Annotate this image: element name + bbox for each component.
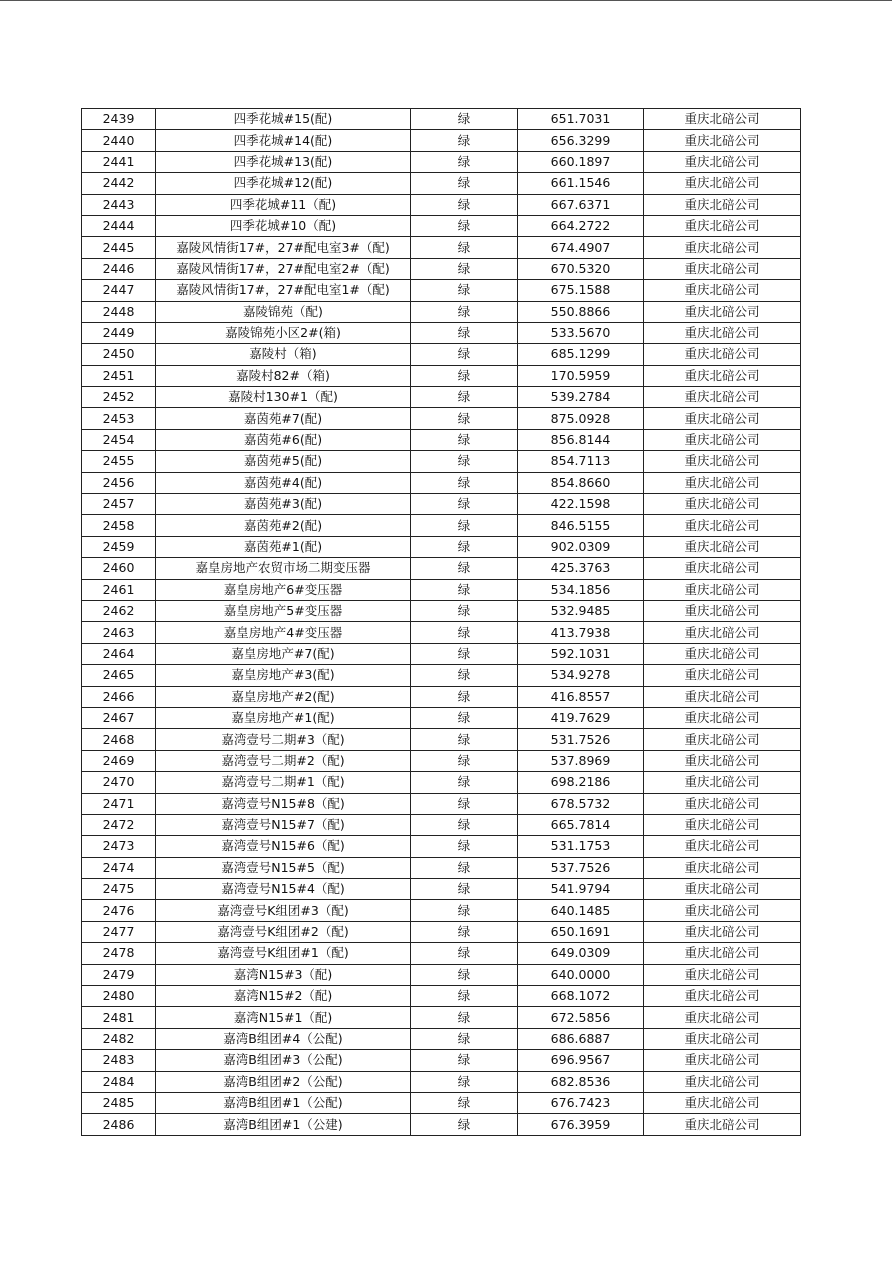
table-row (82, 836, 801, 857)
value-cell: 661.1546 (518, 173, 644, 194)
value-cell: 537.8969 (518, 750, 644, 771)
value-cell: 416.8557 (518, 686, 644, 707)
name-cell: 四季花城#15(配) (156, 109, 411, 130)
company-cell: 重庆北碚公司 (644, 109, 801, 130)
name-cell: 嘉湾N15#2（配) (156, 986, 411, 1007)
status-cell: 绿 (411, 814, 518, 835)
table-row (82, 686, 801, 707)
value-cell: 698.2186 (518, 772, 644, 793)
row-id-cell: 2474 (82, 857, 156, 878)
status-cell: 绿 (411, 986, 518, 1007)
value-cell: 665.7814 (518, 814, 644, 835)
name-cell: 嘉陵村130#1（配) (156, 387, 411, 408)
company-cell: 重庆北碚公司 (644, 451, 801, 472)
name-cell: 嘉湾壹号K组团#2（配) (156, 921, 411, 942)
value-cell: 541.9794 (518, 879, 644, 900)
table-row (82, 943, 801, 964)
company-cell: 重庆北碚公司 (644, 986, 801, 1007)
status-cell: 绿 (411, 215, 518, 236)
table-row (82, 215, 801, 236)
table-row (82, 772, 801, 793)
value-cell: 686.6887 (518, 1028, 644, 1049)
name-cell: 四季花城#10（配) (156, 215, 411, 236)
row-id-cell: 2451 (82, 365, 156, 386)
status-cell: 绿 (411, 173, 518, 194)
row-id-cell: 2459 (82, 536, 156, 557)
table-row (82, 408, 801, 429)
table-row (82, 793, 801, 814)
name-cell: 嘉湾B组团#1（公建) (156, 1114, 411, 1135)
name-cell: 嘉茵苑#7(配) (156, 408, 411, 429)
value-cell: 678.5732 (518, 793, 644, 814)
name-cell: 嘉湾壹号N15#5（配) (156, 857, 411, 878)
value-cell: 537.7526 (518, 857, 644, 878)
company-cell: 重庆北碚公司 (644, 964, 801, 985)
value-cell: 676.3959 (518, 1114, 644, 1135)
status-cell: 绿 (411, 536, 518, 557)
company-cell: 重庆北碚公司 (644, 772, 801, 793)
name-cell: 嘉皇房地产6#变压器 (156, 579, 411, 600)
row-id-cell: 2444 (82, 215, 156, 236)
row-id-cell: 2478 (82, 943, 156, 964)
table-row (82, 921, 801, 942)
row-id-cell: 2460 (82, 558, 156, 579)
name-cell: 四季花城#14(配) (156, 130, 411, 151)
table-row (82, 1114, 801, 1135)
status-cell: 绿 (411, 943, 518, 964)
table-row (82, 665, 801, 686)
page-top-border (0, 0, 892, 1)
status-cell: 绿 (411, 1007, 518, 1028)
status-cell: 绿 (411, 579, 518, 600)
company-cell: 重庆北碚公司 (644, 814, 801, 835)
value-cell: 533.5670 (518, 322, 644, 343)
table-body (82, 109, 801, 1136)
value-cell: 664.2722 (518, 215, 644, 236)
status-cell: 绿 (411, 964, 518, 985)
value-cell: 846.5155 (518, 515, 644, 536)
company-cell: 重庆北碚公司 (644, 536, 801, 557)
row-id-cell: 2464 (82, 643, 156, 664)
table-row (82, 387, 801, 408)
name-cell: 嘉皇房地产5#变压器 (156, 600, 411, 621)
value-cell: 532.9485 (518, 600, 644, 621)
table-row (82, 258, 801, 279)
table-row (82, 1007, 801, 1028)
name-cell: 嘉湾壹号K组团#3（配) (156, 900, 411, 921)
status-cell: 绿 (411, 622, 518, 643)
status-cell: 绿 (411, 836, 518, 857)
company-cell: 重庆北碚公司 (644, 729, 801, 750)
row-id-cell: 2470 (82, 772, 156, 793)
company-cell: 重庆北碚公司 (644, 215, 801, 236)
name-cell: 嘉皇房地产#1(配) (156, 707, 411, 728)
company-cell: 重庆北碚公司 (644, 1028, 801, 1049)
status-cell: 绿 (411, 665, 518, 686)
name-cell: 嘉皇房地产#2(配) (156, 686, 411, 707)
company-cell: 重庆北碚公司 (644, 900, 801, 921)
value-cell: 539.2784 (518, 387, 644, 408)
name-cell: 嘉湾壹号N15#6（配) (156, 836, 411, 857)
table-row (82, 1028, 801, 1049)
row-id-cell: 2486 (82, 1114, 156, 1135)
row-id-cell: 2469 (82, 750, 156, 771)
status-cell: 绿 (411, 750, 518, 771)
value-cell: 696.9567 (518, 1050, 644, 1071)
table-row (82, 879, 801, 900)
value-cell: 650.1691 (518, 921, 644, 942)
value-cell: 651.7031 (518, 109, 644, 130)
company-cell: 重庆北碚公司 (644, 1092, 801, 1113)
company-cell: 重庆北碚公司 (644, 836, 801, 857)
company-cell: 重庆北碚公司 (644, 130, 801, 151)
value-cell: 640.1485 (518, 900, 644, 921)
row-id-cell: 2452 (82, 387, 156, 408)
table-row (82, 536, 801, 557)
table-row (82, 707, 801, 728)
status-cell: 绿 (411, 772, 518, 793)
value-cell: 425.3763 (518, 558, 644, 579)
company-cell: 重庆北碚公司 (644, 344, 801, 365)
status-cell: 绿 (411, 686, 518, 707)
name-cell: 嘉皇房地产4#变压器 (156, 622, 411, 643)
status-cell: 绿 (411, 237, 518, 258)
row-id-cell: 2454 (82, 429, 156, 450)
status-cell: 绿 (411, 1050, 518, 1071)
row-id-cell: 2456 (82, 472, 156, 493)
row-id-cell: 2481 (82, 1007, 156, 1028)
value-cell: 170.5959 (518, 365, 644, 386)
row-id-cell: 2483 (82, 1050, 156, 1071)
value-cell: 640.0000 (518, 964, 644, 985)
value-cell: 668.1072 (518, 986, 644, 1007)
value-cell: 419.7629 (518, 707, 644, 728)
value-cell: 685.1299 (518, 344, 644, 365)
value-cell: 656.3299 (518, 130, 644, 151)
company-cell: 重庆北碚公司 (644, 879, 801, 900)
row-id-cell: 2440 (82, 130, 156, 151)
table-row (82, 429, 801, 450)
value-cell: 675.1588 (518, 280, 644, 301)
company-cell: 重庆北碚公司 (644, 1114, 801, 1135)
row-id-cell: 2453 (82, 408, 156, 429)
value-cell: 534.1856 (518, 579, 644, 600)
row-id-cell: 2443 (82, 194, 156, 215)
company-cell: 重庆北碚公司 (644, 665, 801, 686)
company-cell: 重庆北碚公司 (644, 1007, 801, 1028)
table-row (82, 451, 801, 472)
status-cell: 绿 (411, 408, 518, 429)
table-row (82, 900, 801, 921)
row-id-cell: 2472 (82, 814, 156, 835)
status-cell: 绿 (411, 558, 518, 579)
row-id-cell: 2442 (82, 173, 156, 194)
company-cell: 重庆北碚公司 (644, 429, 801, 450)
name-cell: 嘉湾B组团#3（公配) (156, 1050, 411, 1071)
name-cell: 嘉陵风情街17#，27#配电室3#（配) (156, 237, 411, 258)
value-cell: 660.1897 (518, 151, 644, 172)
status-cell: 绿 (411, 451, 518, 472)
name-cell: 嘉茵苑#2(配) (156, 515, 411, 536)
name-cell: 嘉湾N15#3（配) (156, 964, 411, 985)
name-cell: 嘉陵村（箱) (156, 344, 411, 365)
status-cell: 绿 (411, 365, 518, 386)
status-cell: 绿 (411, 344, 518, 365)
value-cell: 674.4907 (518, 237, 644, 258)
status-cell: 绿 (411, 429, 518, 450)
name-cell: 嘉湾壹号N15#7（配) (156, 814, 411, 835)
company-cell: 重庆北碚公司 (644, 237, 801, 258)
status-cell: 绿 (411, 1071, 518, 1092)
table-row (82, 1092, 801, 1113)
value-cell: 550.8866 (518, 301, 644, 322)
company-cell: 重庆北碚公司 (644, 280, 801, 301)
name-cell: 嘉湾B组团#4（公配) (156, 1028, 411, 1049)
table-row (82, 494, 801, 515)
name-cell: 嘉茵苑#3(配) (156, 494, 411, 515)
value-cell: 422.1598 (518, 494, 644, 515)
name-cell: 嘉陵风情街17#，27#配电室2#（配) (156, 258, 411, 279)
name-cell: 嘉陵锦苑小区2#(箱) (156, 322, 411, 343)
status-cell: 绿 (411, 258, 518, 279)
table-row (82, 109, 801, 130)
row-id-cell: 2466 (82, 686, 156, 707)
table-row (82, 280, 801, 301)
value-cell: 531.1753 (518, 836, 644, 857)
table-row (82, 986, 801, 1007)
row-id-cell: 2445 (82, 237, 156, 258)
name-cell: 嘉陵锦苑（配) (156, 301, 411, 322)
status-cell: 绿 (411, 301, 518, 322)
name-cell: 四季花城#12(配) (156, 173, 411, 194)
table-row (82, 964, 801, 985)
table-row (82, 173, 801, 194)
company-cell: 重庆北碚公司 (644, 600, 801, 621)
name-cell: 嘉湾壹号N15#8（配) (156, 793, 411, 814)
name-cell: 嘉茵苑#5(配) (156, 451, 411, 472)
name-cell: 嘉湾N15#1（配) (156, 1007, 411, 1028)
value-cell: 531.7526 (518, 729, 644, 750)
row-id-cell: 2476 (82, 900, 156, 921)
table-row (82, 750, 801, 771)
status-cell: 绿 (411, 879, 518, 900)
row-id-cell: 2468 (82, 729, 156, 750)
company-cell: 重庆北碚公司 (644, 921, 801, 942)
row-id-cell: 2449 (82, 322, 156, 343)
table-row (82, 130, 801, 151)
row-id-cell: 2455 (82, 451, 156, 472)
table-row (82, 1050, 801, 1071)
row-id-cell: 2462 (82, 600, 156, 621)
status-cell: 绿 (411, 151, 518, 172)
table-row (82, 151, 801, 172)
name-cell: 四季花城#13(配) (156, 151, 411, 172)
table-row (82, 729, 801, 750)
row-id-cell: 2480 (82, 986, 156, 1007)
company-cell: 重庆北碚公司 (644, 1050, 801, 1071)
company-cell: 重庆北碚公司 (644, 151, 801, 172)
status-cell: 绿 (411, 900, 518, 921)
company-cell: 重庆北碚公司 (644, 643, 801, 664)
company-cell: 重庆北碚公司 (644, 943, 801, 964)
status-cell: 绿 (411, 515, 518, 536)
row-id-cell: 2439 (82, 109, 156, 130)
name-cell: 嘉皇房地产#7(配) (156, 643, 411, 664)
company-cell: 重庆北碚公司 (644, 365, 801, 386)
status-cell: 绿 (411, 387, 518, 408)
name-cell: 嘉茵苑#6(配) (156, 429, 411, 450)
company-cell: 重庆北碚公司 (644, 857, 801, 878)
status-cell: 绿 (411, 322, 518, 343)
table-row (82, 643, 801, 664)
name-cell: 嘉湾B组团#2（公配) (156, 1071, 411, 1092)
name-cell: 嘉湾壹号二期#1（配) (156, 772, 411, 793)
company-cell: 重庆北碚公司 (644, 194, 801, 215)
company-cell: 重庆北碚公司 (644, 622, 801, 643)
row-id-cell: 2482 (82, 1028, 156, 1049)
company-cell: 重庆北碚公司 (644, 793, 801, 814)
company-cell: 重庆北碚公司 (644, 686, 801, 707)
row-id-cell: 2479 (82, 964, 156, 985)
row-id-cell: 2465 (82, 665, 156, 686)
value-cell: 534.9278 (518, 665, 644, 686)
value-cell: 854.7113 (518, 451, 644, 472)
value-cell: 672.5856 (518, 1007, 644, 1028)
name-cell: 嘉皇房地产#3(配) (156, 665, 411, 686)
table-row (82, 237, 801, 258)
table-row (82, 515, 801, 536)
company-cell: 重庆北碚公司 (644, 472, 801, 493)
status-cell: 绿 (411, 280, 518, 301)
row-id-cell: 2458 (82, 515, 156, 536)
company-cell: 重庆北碚公司 (644, 387, 801, 408)
status-cell: 绿 (411, 729, 518, 750)
value-cell: 667.6371 (518, 194, 644, 215)
status-cell: 绿 (411, 130, 518, 151)
value-cell: 854.8660 (518, 472, 644, 493)
name-cell: 嘉湾壹号二期#3（配) (156, 729, 411, 750)
table-row (82, 344, 801, 365)
company-cell: 重庆北碚公司 (644, 322, 801, 343)
row-id-cell: 2473 (82, 836, 156, 857)
value-cell: 682.8536 (518, 1071, 644, 1092)
table-row (82, 322, 801, 343)
table-row (82, 558, 801, 579)
name-cell: 嘉湾壹号K组团#1（配) (156, 943, 411, 964)
status-cell: 绿 (411, 643, 518, 664)
status-cell: 绿 (411, 109, 518, 130)
table-row (82, 365, 801, 386)
name-cell: 嘉湾壹号N15#4（配) (156, 879, 411, 900)
table-row (82, 857, 801, 878)
value-cell: 676.7423 (518, 1092, 644, 1113)
name-cell: 嘉湾B组团#1（公配) (156, 1092, 411, 1113)
status-cell: 绿 (411, 793, 518, 814)
value-cell: 649.0309 (518, 943, 644, 964)
name-cell: 嘉陵风情街17#，27#配电室1#（配) (156, 280, 411, 301)
row-id-cell: 2484 (82, 1071, 156, 1092)
table-row (82, 600, 801, 621)
name-cell: 嘉湾壹号二期#2（配) (156, 750, 411, 771)
company-cell: 重庆北碚公司 (644, 408, 801, 429)
status-cell: 绿 (411, 1092, 518, 1113)
row-id-cell: 2448 (82, 301, 156, 322)
company-cell: 重庆北碚公司 (644, 258, 801, 279)
status-cell: 绿 (411, 1114, 518, 1135)
table-row (82, 472, 801, 493)
status-cell: 绿 (411, 857, 518, 878)
table-row (82, 194, 801, 215)
value-cell: 413.7938 (518, 622, 644, 643)
row-id-cell: 2471 (82, 793, 156, 814)
value-cell: 902.0309 (518, 536, 644, 557)
status-cell: 绿 (411, 472, 518, 493)
name-cell: 嘉茵苑#1(配) (156, 536, 411, 557)
data-table (81, 108, 801, 1136)
name-cell: 嘉陵村82#（箱) (156, 365, 411, 386)
status-cell: 绿 (411, 1028, 518, 1049)
value-cell: 592.1031 (518, 643, 644, 664)
table-row (82, 301, 801, 322)
name-cell: 嘉茵苑#4(配) (156, 472, 411, 493)
status-cell: 绿 (411, 707, 518, 728)
row-id-cell: 2463 (82, 622, 156, 643)
row-id-cell: 2485 (82, 1092, 156, 1113)
row-id-cell: 2475 (82, 879, 156, 900)
row-id-cell: 2441 (82, 151, 156, 172)
company-cell: 重庆北碚公司 (644, 750, 801, 771)
company-cell: 重庆北碚公司 (644, 579, 801, 600)
table-row (82, 1071, 801, 1092)
row-id-cell: 2467 (82, 707, 156, 728)
company-cell: 重庆北碚公司 (644, 494, 801, 515)
row-id-cell: 2461 (82, 579, 156, 600)
row-id-cell: 2450 (82, 344, 156, 365)
name-cell: 嘉皇房地产农贸市场二期变压器 (156, 558, 411, 579)
row-id-cell: 2447 (82, 280, 156, 301)
value-cell: 875.0928 (518, 408, 644, 429)
company-cell: 重庆北碚公司 (644, 1071, 801, 1092)
status-cell: 绿 (411, 194, 518, 215)
row-id-cell: 2446 (82, 258, 156, 279)
row-id-cell: 2477 (82, 921, 156, 942)
company-cell: 重庆北碚公司 (644, 558, 801, 579)
table-row (82, 814, 801, 835)
company-cell: 重庆北碚公司 (644, 301, 801, 322)
company-cell: 重庆北碚公司 (644, 515, 801, 536)
status-cell: 绿 (411, 494, 518, 515)
name-cell: 四季花城#11（配) (156, 194, 411, 215)
row-id-cell: 2457 (82, 494, 156, 515)
value-cell: 856.8144 (518, 429, 644, 450)
status-cell: 绿 (411, 600, 518, 621)
table-row (82, 622, 801, 643)
company-cell: 重庆北碚公司 (644, 173, 801, 194)
value-cell: 670.5320 (518, 258, 644, 279)
company-cell: 重庆北碚公司 (644, 707, 801, 728)
table-row (82, 579, 801, 600)
status-cell: 绿 (411, 921, 518, 942)
